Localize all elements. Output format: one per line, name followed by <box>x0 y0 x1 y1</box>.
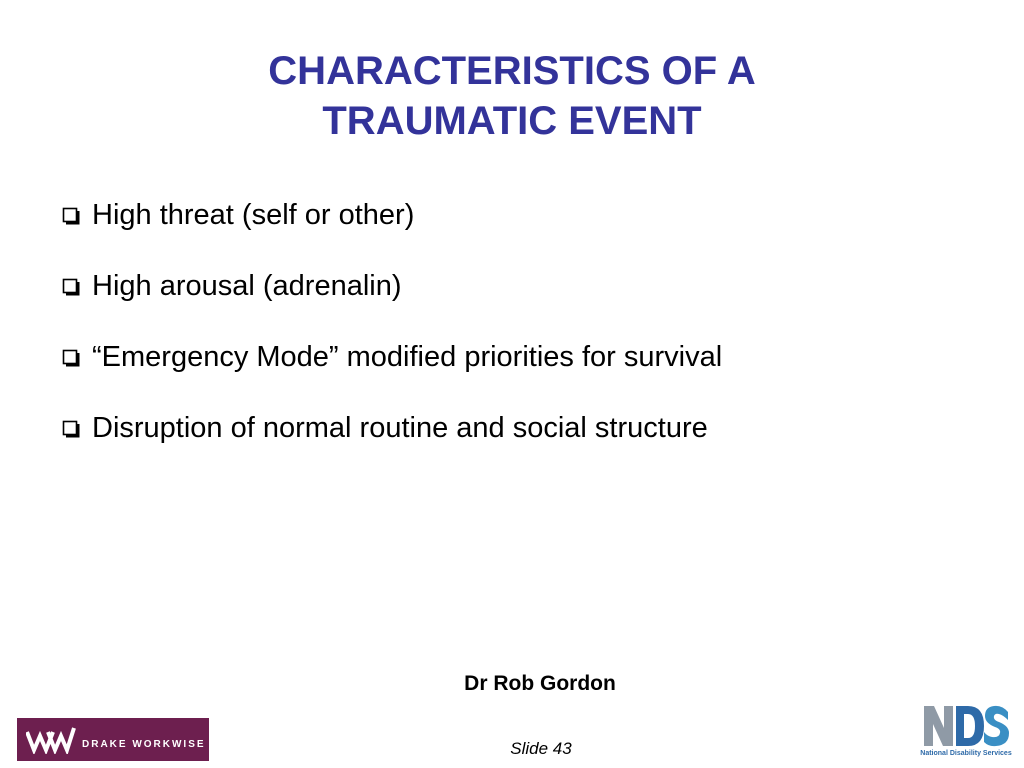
slide-number: Slide 43 <box>510 739 572 758</box>
bullet-item <box>60 193 960 238</box>
bullet-text: Disruption of normal routine and social structure <box>92 412 708 444</box>
checkbox-square-icon <box>62 278 80 296</box>
bullet-list <box>60 193 960 477</box>
nds-logo <box>918 702 1014 760</box>
bullet-text: High arousal (adrenalin) <box>92 270 402 302</box>
presenter-name: Dr Rob Gordon <box>464 672 616 695</box>
slide-title-line-1: CHARACTERISTICS OF A <box>268 49 756 93</box>
drake-ww-mark-icon <box>26 726 76 754</box>
bullet-item <box>60 264 960 309</box>
nds-caption: National Disability Services <box>920 750 1012 757</box>
bullet-text: High threat (self or other) <box>92 199 415 231</box>
drake-workwise-logo <box>17 718 209 761</box>
drake-workwise-text: DRAKE WORKWISE <box>82 739 206 750</box>
checkbox-square-icon <box>62 349 80 367</box>
bullet-item <box>60 406 960 451</box>
nds-letters-icon <box>922 702 1012 748</box>
checkbox-square-icon <box>62 207 80 225</box>
slide-title <box>130 46 894 146</box>
checkbox-square-icon <box>62 420 80 438</box>
slide-title-line-2: TRAUMATIC EVENT <box>322 99 702 143</box>
bullet-item <box>60 335 960 380</box>
bullet-text: “Emergency Mode” modified priorities for survival <box>92 341 723 373</box>
